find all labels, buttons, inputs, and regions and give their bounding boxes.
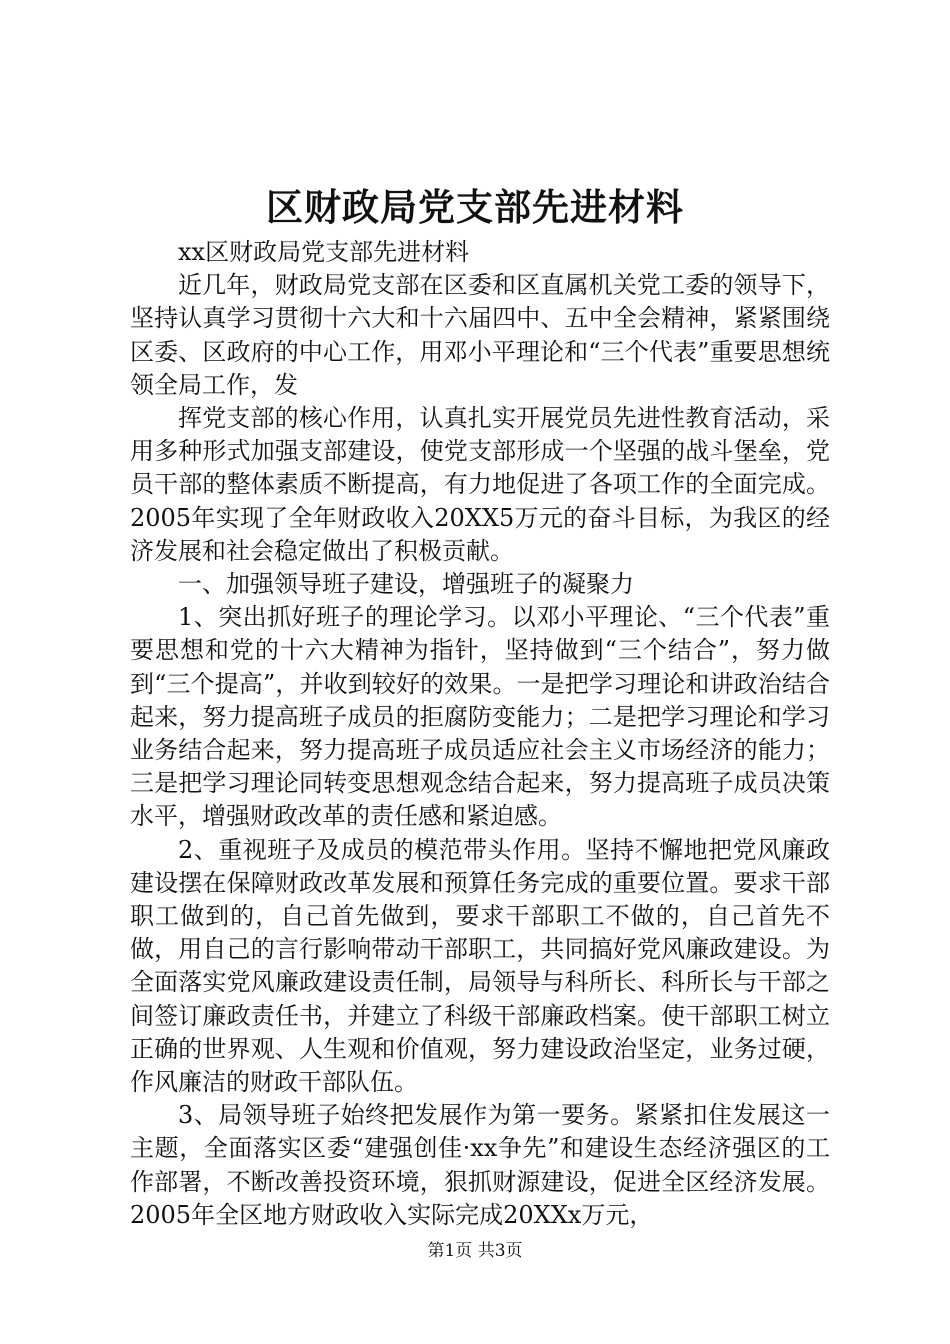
section-heading-1: 一、加强领导班子建设，增强班子的凝聚力 bbox=[178, 570, 634, 599]
page-footer: 第1页 共3页 bbox=[427, 1241, 523, 1261]
document-title: 区财政局党支部先进材料 bbox=[266, 185, 684, 229]
paragraph-intro: 近几年，财政局党支部在区委和区直属机关党工委的领导下，坚持认真学习贯彻十六大和十六届四中、五中全会精神，紧紧围绕区委、区政府的中心工作，用邓小平理论和“三个代表”重要思想统领全局工作，发 bbox=[130, 271, 830, 399]
paragraph-item-3: 3、局领导班子始终把发展作为第一要务。紧紧扣住发展这一主题，全面落实区委“建强创佳·xx争先”和建设生态经济强区的工作部署，不断改善投资环境，狠抓财源建设，促进全区经济发展。2005年全区地方财政收入实际完成20XXx万元， bbox=[130, 1101, 830, 1229]
paragraph-core-role: 挥党支部的核心作用，认真扎实开展党员先进性教育活动，采用多种形式加强支部建设，使党支部形成一个坚强的战斗堡垒，党员干部的整体素质不断提高，有力地促进了各项工作的全面完成。2005年实现了全年财政收入20XX5万元的奋斗目标，为我区的经济发展和社会稳定做出了积极贡献。 bbox=[130, 404, 830, 565]
document-body bbox=[130, 236, 830, 1232]
paragraph-subtitle: xx区财政局党支部先进材料 bbox=[178, 238, 470, 266]
paragraph-item-2: 2、重视班子及成员的模范带头作用。坚持不懈地把党风廉政建设摆在保障财政改革发展和预算任务完成的重要位置。要求干部职工做到的，自己首先做到，要求干部职工不做的，自己首先不做，用自己的言行影响带动干部职工，共同搞好党风廉政建设。为全面落实党风廉政建设责任制，局领导与科所长、科所长与干部之间签订廉政责任书，并建立了科级干部廉政档案。使干部职工树立正确的世界观、人生观和价值观，努力建设政治坚定，业务过硬，作风廉洁的财政干部队伍。 bbox=[130, 835, 830, 1097]
paragraph-item-1: 1、突出抓好班子的理论学习。以邓小平理论、“三个代表”重要思想和党的十六大精神为指针，坚持做到“三个结合”，努力做到“三个提高”，并收到较好的效果。一是把学习理论和讲政治结合起来，努力提高班子成员的拒腐防变能力；二是把学习理论和学习业务结合起来，努力提高班子成员适应社会主义市场经济的能力；三是把学习理论同转变思想观念结合起来，努力提高班子成员决策水平，增强财政改革的责任感和紧迫感。 bbox=[130, 603, 830, 831]
